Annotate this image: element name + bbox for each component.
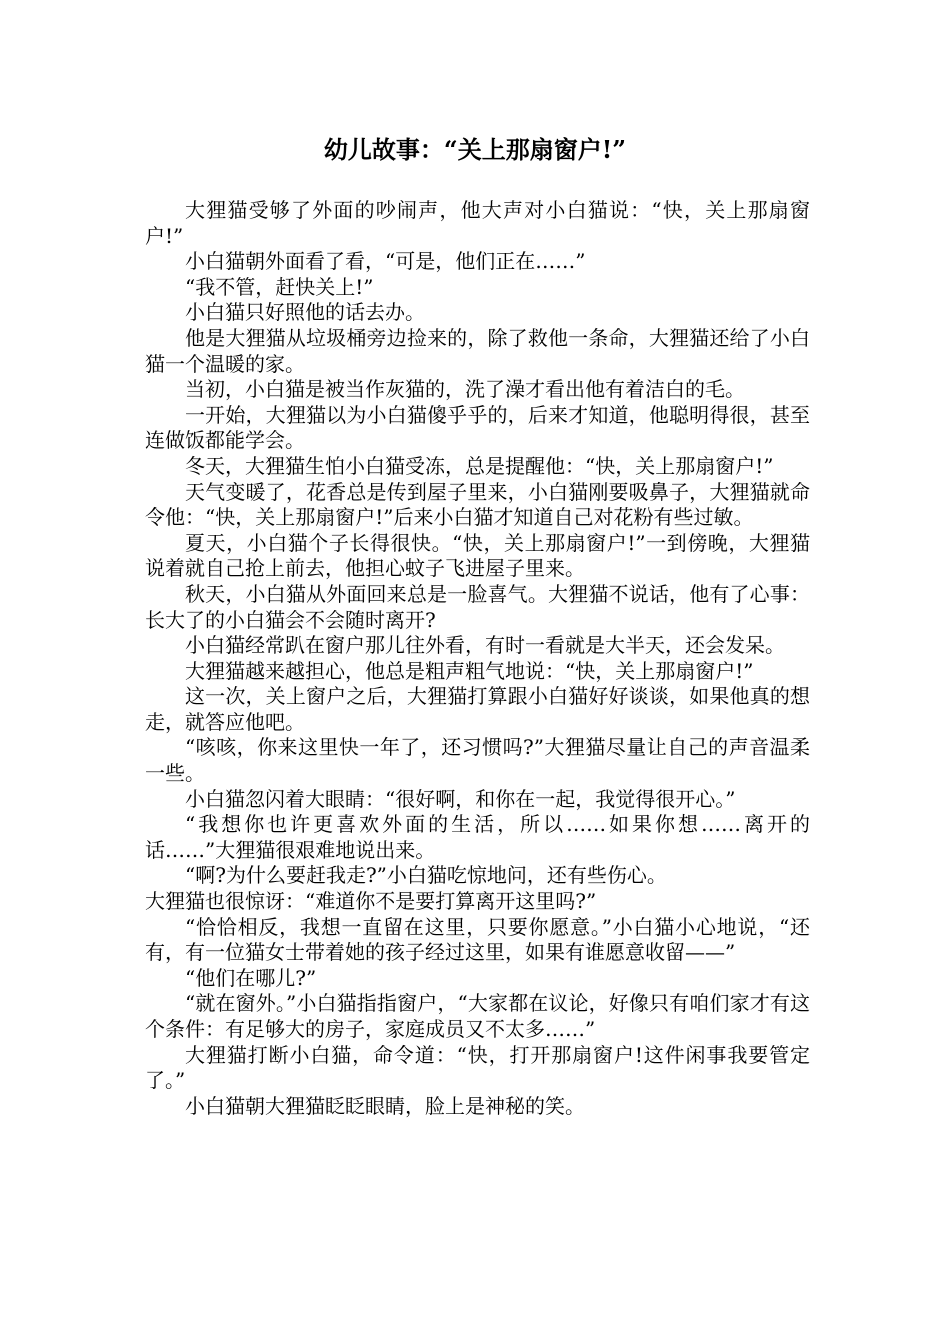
paragraph: 小白猫忽闪着大眼睛：“很好啊，和你在一起，我觉得很开心。”	[185, 786, 736, 811]
paragraph: “他们在哪儿?”	[185, 965, 317, 990]
paragraph: “啊?为什么要赶我走?”小白猫吃惊地问，还有些伤心。	[185, 863, 667, 888]
paragraph: “恰恰相反，我想一直留在这里，只要你愿意。”小白猫小心地说，“还有，有一位猫女士带着她的孩子经过这里，如果有谁愿意收留——”	[145, 914, 810, 965]
paragraph: “咳咳，你来这里快一年了，还习惯吗?”大狸猫尽量让自己的声音温柔一些。	[145, 735, 810, 786]
paragraph: 大狸猫越来越担心，他总是粗声粗气地说：“快，关上那扇窗户!”	[185, 658, 754, 683]
paragraph: 大狸猫打断小白猫，命令道：“快，打开那扇窗户!这件闲事我要管定了。”	[145, 1042, 810, 1093]
paragraph: 这一次，关上窗户之后，大狸猫打算跟小白猫好好谈谈，如果他真的想走，就答应他吧。	[145, 684, 810, 734]
paragraph: 他是大狸猫从垃圾桶旁边捡来的，除了救他一条命，大狸猫还给了小白猫一个温暖的家。	[145, 325, 810, 376]
paragraph: “就在窗外。”小白猫指指窗户，“大家都在议论，好像只有咱们家才有这个条件：有足够大的房子，家庭成员又不太多……”	[145, 991, 810, 1041]
paragraph: “我想你也许更喜欢外面的生活，所以……如果你想……离开的话……”大狸猫很艰难地说出来。	[145, 812, 810, 862]
story-body	[145, 198, 810, 1119]
paragraph: 小白猫只好照他的话去办。	[185, 300, 425, 325]
paragraph: “我不管，赶快关上!”	[185, 274, 374, 299]
paragraph: 冬天，大狸猫生怕小白猫受冻，总是提醒他：“快，关上那扇窗户!”	[185, 453, 774, 478]
paragraph: 秋天，小白猫从外面回来总是一脸喜气。大狸猫不说话，他有了心事：长大了的小白猫会不会随时离开?	[145, 581, 810, 632]
paragraph: 小白猫朝外面看了看，“可是，他们正在……”	[185, 249, 586, 274]
paragraph: 小白猫朝大狸猫眨眨眼睛，脸上是神秘的笑。	[185, 1093, 585, 1118]
paragraph: 大狸猫受够了外面的吵闹声，他大声对小白猫说：“快，关上那扇窗户!”	[145, 198, 810, 248]
paragraph: 天气变暖了，花香总是传到屋子里来，小白猫刚要吸鼻子，大狸猫就命令他：“快，关上那扇窗户!”后来小白猫才知道自己对花粉有些过敏。	[145, 479, 810, 530]
paragraph: 当初，小白猫是被当作灰猫的，洗了澡才看出他有着洁白的毛。	[185, 377, 745, 402]
paragraph: 一开始，大狸猫以为小白猫傻乎乎的，后来才知道，他聪明得很，甚至连做饭都能学会。	[145, 402, 810, 453]
paragraph: 大狸猫也很惊讶：“难道你不是要打算离开这里吗?”	[145, 889, 597, 914]
story-title: 幼儿故事：“关上那扇窗户!”	[323, 135, 627, 164]
paragraph: 夏天，小白猫个子长得很快。“快，关上那扇窗户!”一到傍晚，大狸猫说着就自己抢上前去，他担心蚊子飞进屋子里来。	[145, 530, 810, 581]
paragraph: 小白猫经常趴在窗户那儿往外看，有时一看就是大半天，还会发呆。	[185, 633, 785, 658]
